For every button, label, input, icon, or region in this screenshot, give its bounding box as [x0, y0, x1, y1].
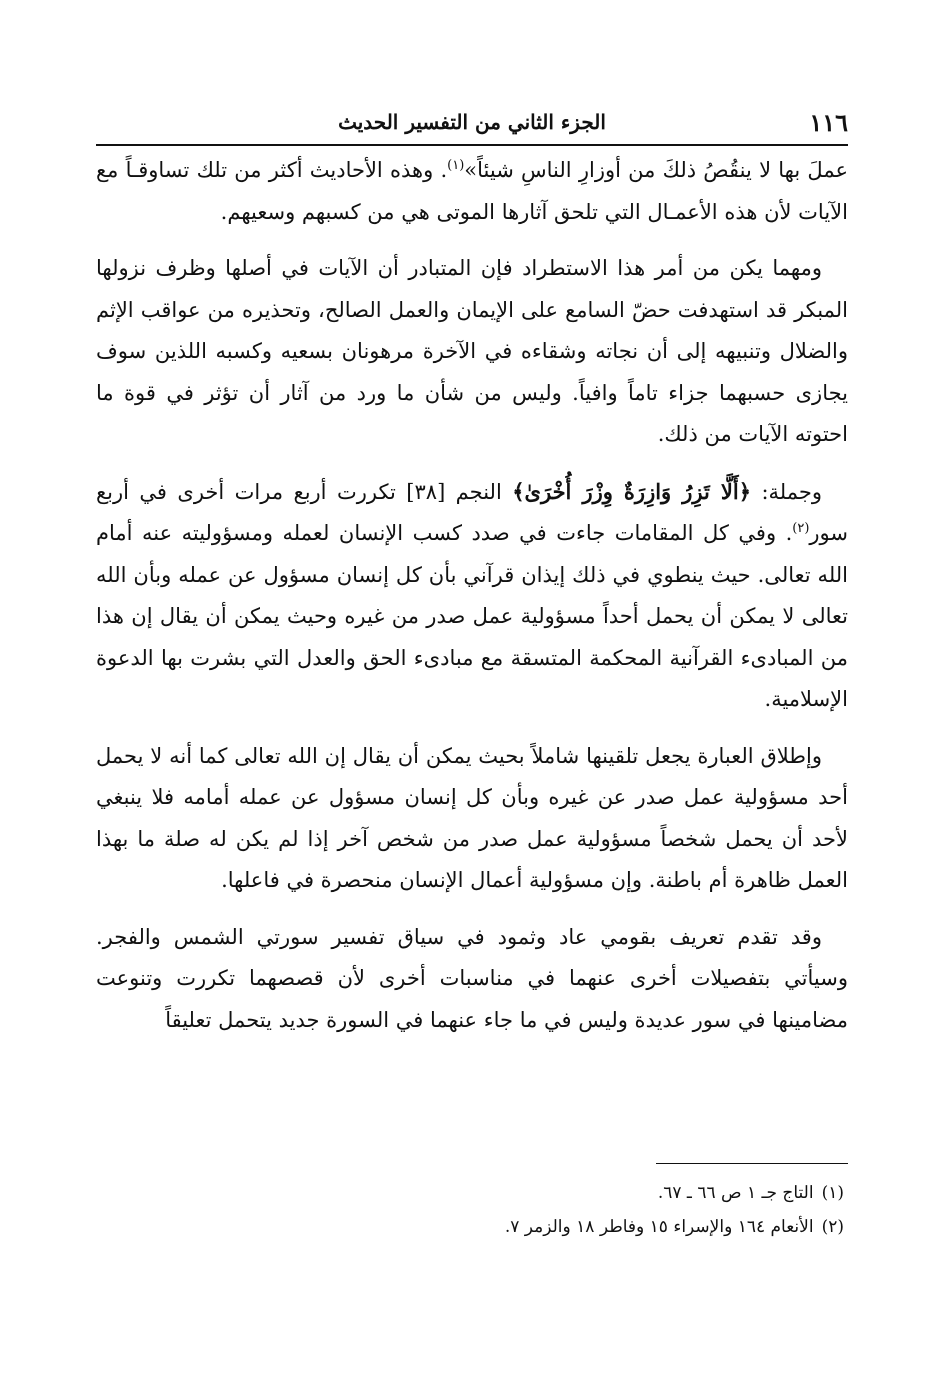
paragraph-1-text-after: . وهذه الأحاديث أكثر من تلك تساوقـاً مع الآيات لأن هذه الأعمـال التي تلحق آثارها الموتى هي من كسبهم وسعيهم.	[96, 158, 848, 224]
paragraph-3-rest: . وفي كل المقامات جاءت في صدد كسب الإنسان لعمله ومسؤوليته عنه أمام الله تعالى. حيث ينطوي في ذلك إيذان قرآني بأن كل إنسان مسؤول عن عمله وبأن الله تعالى لا يمكن أن يحمل أحداً مسؤولية عمل صدر من غيره وحيث يمكن أن يقال إن هذا من المبادىء القرآنية المحكمة المتسقة مع مبادىء الحق والعدل التي بشرت بها الدعوة الإسلامية.	[96, 521, 848, 711]
footnote-ref-1: (١)	[447, 158, 465, 173]
footnote-2-text: الأنعام ١٦٤ والإسراء ١٥ وفاطر ١٨ والزمر ٧.	[504, 1217, 814, 1237]
paragraph-1	[96, 150, 848, 233]
footnote-1-number: (١)	[821, 1183, 844, 1203]
footnote-1	[96, 1176, 848, 1210]
footnote-separator	[656, 1163, 848, 1164]
paragraph-2: ومهما يكن من أمر هذا الاستطراد فإن المتبادر أن الآيات في أصلها وظرف نزولها المبكر قد استهدفت حضّ السامع على الإيمان والعمل الصالح، وتحذيره من عواقب الإثم والضلال وتنبيهه إلى أن نجاته وشقاءه في الآخرة مرهونان بسعيه وكسبه اللذين سوف يجازى حسبهما جزاء تاماً وافياً. وليس من شأن ما ورد من آثار أن تؤثر في قوة ما احتوته الآيات من ذلك.	[96, 256, 848, 446]
main-text	[96, 150, 848, 1056]
footnote-2-number: (٢)	[821, 1217, 844, 1237]
paragraph-5: وقد تقدم تعريف بقومي عاد وثمود في سياق تفسير سورتي الشمس والفجر. وسيأتي بتفصيلات أخرى عنهما في مناسبات أخرى لأن قصصهما تكررت وتنوعت مضامينها في سور عديدة وليس في ما جاء عنهما في السورة جديد يتحمل تعليقاً	[96, 924, 848, 1032]
paragraph-3-mid: النجم [٣٨] تكررت أربع مرات أخرى في أربع سور	[96, 479, 848, 545]
footnote-ref-2: (٢)	[792, 521, 810, 536]
paragraph-1-text: عملَ بها لا ينقُصُ ذلكَ من أوزارِ الناسِ شيئاً»	[464, 158, 848, 182]
paragraph-3-lead: وجملة:	[761, 479, 822, 504]
paragraph-4: وإطلاق العبارة يجعل تلقينها شاملاً بحيث يمكن أن يقال إن الله تعالى كما أنه لا يحمل أحد مسؤولية عمل صدر عن غيره وبأن كل إنسان مسؤول عن عمله أمامه فلا ينبغي لأحد أن يحمل شخصاً مسؤولية عمل صدر من شخص آخر إذا لم يكن له صلة ما بهذا العمل ظاهرة أم باطنة. وإن مسؤولية أعمال الإنسان منحصرة في فاعلها.	[96, 743, 848, 892]
footnote-2	[96, 1210, 848, 1244]
footnotes	[96, 1176, 848, 1244]
paragraph-3	[96, 471, 848, 721]
running-title: الجزء الثاني من التفسير الحديث	[338, 110, 606, 134]
page-header	[96, 100, 848, 146]
quran-verse: ﴿أَلَّا تَزِرُ وَازِرَةٌ وِزْرَ أُخْرَىٰ﴾	[512, 478, 751, 504]
footnote-1-text: التاج جـ ١ ص ٦٦ ـ ٦٧.	[657, 1183, 814, 1203]
page-number: ١١٦	[809, 108, 848, 137]
